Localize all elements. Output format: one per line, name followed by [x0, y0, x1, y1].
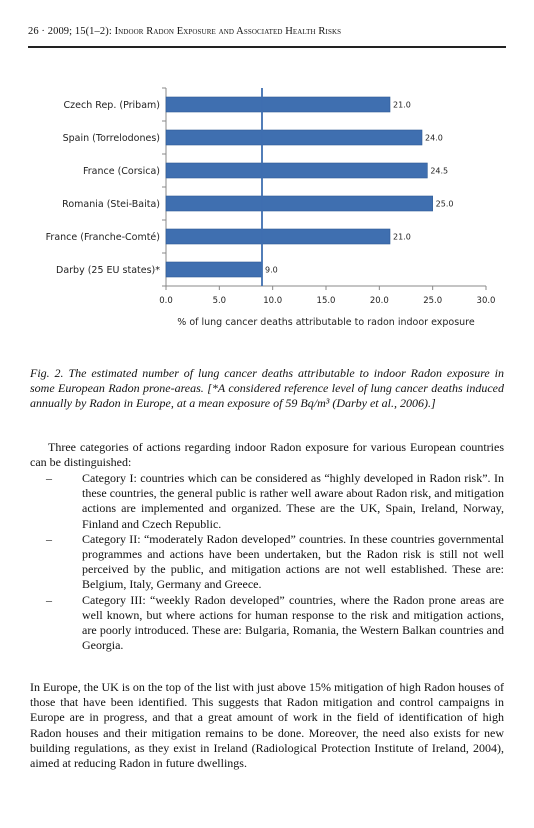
chart-bar [166, 196, 433, 211]
x-tick-label: 0.0 [159, 296, 173, 306]
x-tick-label: 20.0 [369, 296, 389, 306]
chart-bar [166, 229, 390, 244]
list-item-text: Category II: “moderately Radon developed” countries. In these countries governmental programmes and actions have been undertaken, but the Radon risk is still not well perceived by the public, and mitigation actions are not well established. These are: Belgium, Italy, Germany and Greece. [82, 531, 504, 592]
category-label: Romania (Stei-Baita) [62, 199, 160, 210]
list-item [30, 471, 504, 532]
chart-bar [166, 163, 427, 178]
data-label: 21.0 [393, 232, 411, 242]
category-list [30, 471, 504, 653]
list-dash: – [46, 592, 52, 607]
x-tick-label: 10.0 [263, 296, 283, 306]
category-label: Spain (Torrelodones) [62, 133, 160, 144]
chart-bar [166, 130, 422, 145]
list-dash: – [46, 471, 52, 485]
x-tick-label: 15.0 [316, 296, 336, 306]
data-label: 21.0 [393, 100, 411, 110]
journal-title: Indoor Radon Exposure and Associated Health Risks [114, 26, 342, 37]
category-label: Czech Rep. (Pribam) [63, 100, 160, 111]
x-tick-label: 25.0 [423, 296, 443, 306]
data-label: 24.5 [430, 166, 449, 176]
header-rule [28, 46, 506, 48]
data-label: 24.0 [425, 133, 443, 143]
category-label: France (Corsica) [82, 166, 160, 177]
category-label: Darby (25 EU states)* [56, 265, 160, 276]
chart-svg [28, 78, 506, 348]
category-label: France (Franche-Comté) [45, 232, 160, 243]
closing-paragraph: In Europe, the UK is on the top of the list with just above 15% mitigation of high Radon houses of those that have been identified. This suggests that Radon mitigation and control campaigns in Europe are in progress, and that a great amount of work in the field of identification of high Radon houses and their mitigation remains to be done. Moreover, the need also exists for new building regulations, as they exist in Ireland (Radiological Protection Institute of Ireland, 2004), aimed at reducing Radon in future dwellings. [30, 680, 504, 771]
list-dash: – [46, 531, 52, 546]
x-tick-label: 30.0 [476, 296, 496, 306]
page-info: 26 · 2009; 15(1–2): [28, 26, 115, 37]
running-header [28, 26, 506, 37]
list-item-text: Category I: countries which can be considered as “highly developed in Radon risk”. In these countries, the general public is rather well aware about Radon risk, and mitigation actions are implemented and organized. These are the UK, Spain, Ireland, Norway, Finland and Czech Republic. [82, 471, 504, 531]
chart-bar [166, 262, 262, 277]
intro-paragraph: Three categories of actions regarding indoor Radon exposure for various European countries can be distinguished: [30, 440, 504, 470]
list-item [30, 593, 504, 654]
list-item [30, 532, 504, 593]
data-label: 9.0 [265, 265, 278, 275]
bar-chart [28, 78, 506, 348]
x-axis-label: % of lung cancer deaths attributable to radon indoor exposure [177, 317, 475, 328]
x-tick-label: 5.0 [212, 296, 227, 306]
figure-caption: Fig. 2. The estimated number of lung cancer deaths attributable to indoor Radon exposure in some European Radon prone-areas. [*A considered reference level of lung cancer deaths induced annually by Radon in Europe, at a mean exposure of 59 Bq/m³ (Darby et al., 2006).] [30, 366, 504, 410]
data-label: 25.0 [435, 199, 454, 209]
list-item-text: Category III: “weekly Radon developed” countries, where the Radon prone areas are well known, but where actions for human response to the risk and mitigation actions, are poorly introduced. These are: Bulgaria, Romania, the Western Balkan countries and Georgia. [82, 592, 504, 653]
chart-bar [166, 97, 390, 112]
